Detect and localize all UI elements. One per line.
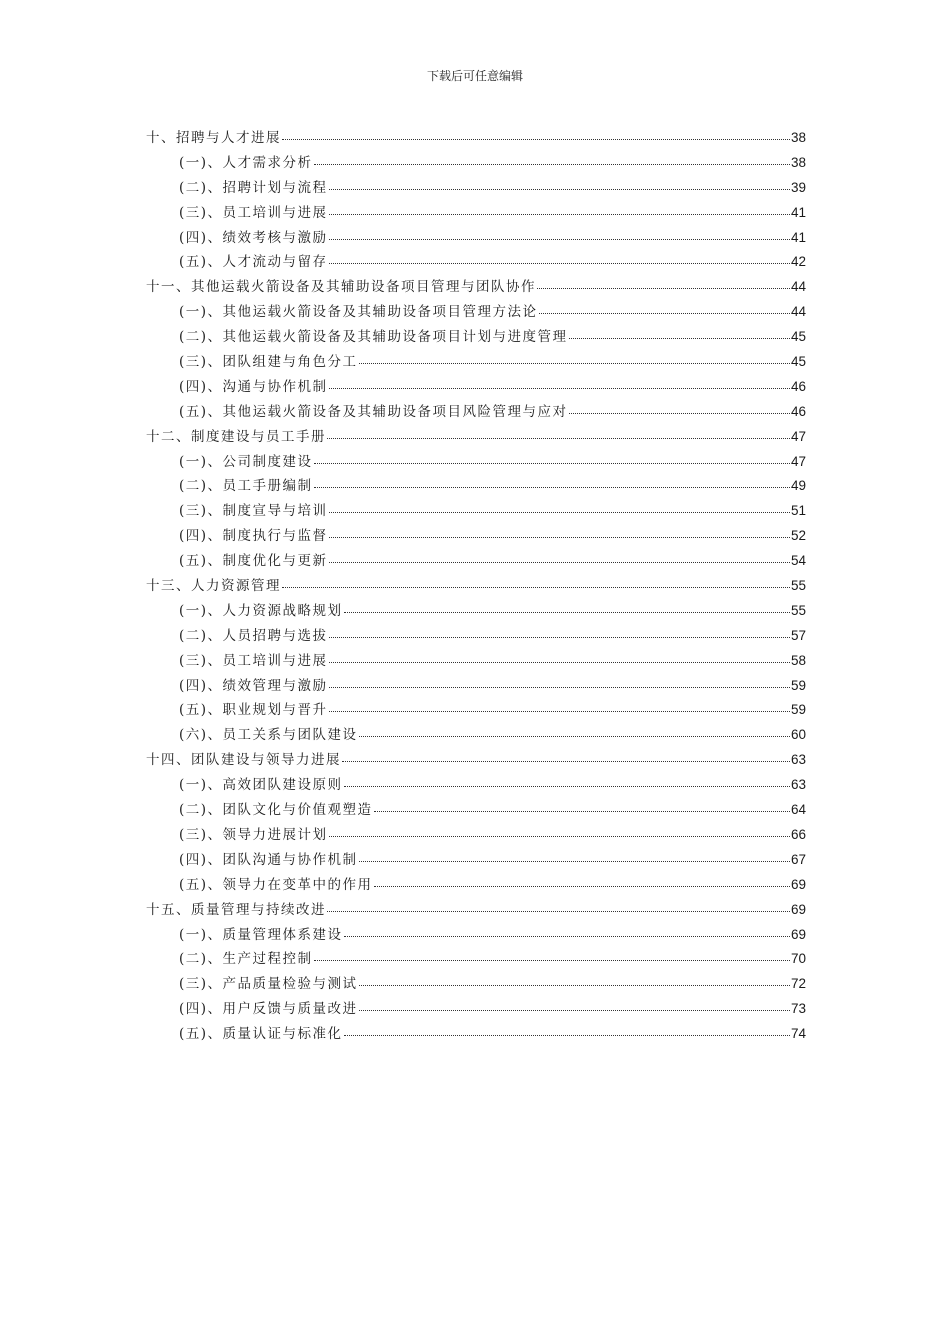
toc-entry-title: (四)、用户反馈与质量改进 [179,1001,358,1018]
toc-entry-title: (一)、公司制度建设 [179,453,313,470]
toc-entry-title: 十四、团队建设与领导力进展 [146,752,341,769]
toc-dot-leader [314,462,790,464]
toc-page-number: 46 [790,403,806,419]
toc-entry-title: (三)、产品质量检验与测试 [179,976,358,993]
toc-entry-title: (二)、人员招聘与选拔 [179,627,328,644]
toc-section-entry[interactable] [146,773,806,798]
toc-dot-leader [359,1009,790,1011]
toc-page-number: 69 [790,876,806,892]
toc-section-entry[interactable] [146,674,806,699]
toc-entry-title: (二)、团队文化与价值观塑造 [179,802,373,819]
toc-entry-title: 十三、人力资源管理 [146,578,281,595]
toc-dot-leader [342,760,790,762]
toc-dot-leader [359,735,790,737]
toc-dot-leader [374,885,790,887]
toc-dot-leader [374,810,790,812]
toc-entry-title: (五)、质量认证与标准化 [179,1026,343,1043]
toc-page-number: 57 [790,627,806,643]
toc-page-number: 66 [790,826,806,842]
toc-dot-leader [329,561,790,563]
toc-entry-title: (四)、绩效管理与激励 [179,677,328,694]
toc-entry-title: (三)、团队组建与角色分工 [179,354,358,371]
toc-dot-leader [282,586,790,588]
toc-page-number: 55 [790,602,806,618]
toc-page-number: 69 [790,926,806,942]
toc-dot-leader [359,362,790,364]
toc-dot-leader [329,835,790,837]
toc-dot-leader [359,984,790,986]
toc-entry-title: (五)、其他运载火箭设备及其辅助设备项目风险管理与应对 [179,403,568,420]
toc-section-entry[interactable] [146,201,806,226]
toc-dot-leader [327,910,790,912]
toc-entry-title: (五)、领导力在变革中的作用 [179,876,373,893]
toc-page-number: 44 [790,279,806,295]
toc-entry-title: (五)、制度优化与更新 [179,553,328,570]
toc-section-entry[interactable] [146,823,806,848]
toc-dot-leader [344,935,790,937]
toc-page-number: 54 [790,553,806,569]
toc-section-entry[interactable] [146,947,806,972]
toc-page-number: 42 [790,254,806,270]
toc-dot-leader [314,486,790,488]
toc-dot-leader [329,238,790,240]
toc-page-number: 55 [790,578,806,594]
toc-section-entry[interactable] [146,848,806,873]
toc-chapter-entry[interactable] [146,425,806,450]
toc-page-number: 41 [790,229,806,245]
toc-dot-leader [569,412,790,414]
toc-entry-title: (二)、员工手册编制 [179,478,313,495]
toc-dot-leader [314,163,790,165]
toc-section-entry[interactable] [146,250,806,275]
toc-entry-title: (一)、其他运载火箭设备及其辅助设备项目管理方法论 [179,304,538,321]
table-of-contents [146,126,806,1047]
toc-section-entry[interactable] [146,450,806,475]
toc-section-entry[interactable] [146,350,806,375]
toc-section-entry[interactable] [146,524,806,549]
toc-page-number: 47 [790,453,806,469]
toc-page-number: 69 [790,901,806,917]
toc-section-entry[interactable] [146,400,806,425]
toc-page-number: 74 [790,1026,806,1042]
toc-entry-title: 十一、其他运载火箭设备及其辅助设备项目管理与团队协作 [146,279,536,296]
toc-dot-leader [329,387,790,389]
toc-entry-title: (五)、职业规划与晋升 [179,702,328,719]
toc-page-number: 46 [790,378,806,394]
toc-section-entry[interactable] [146,151,806,176]
toc-entry-title: (三)、领导力进展计划 [179,826,328,843]
toc-section-entry[interactable] [146,549,806,574]
toc-page-number: 58 [790,652,806,668]
toc-dot-leader [329,686,790,688]
toc-dot-leader [359,860,790,862]
toc-entry-title: (三)、制度宣导与培训 [179,503,328,520]
toc-page-number: 45 [790,354,806,370]
toc-page-number: 73 [790,1001,806,1017]
toc-page-number: 60 [790,727,806,743]
toc-entry-title: 十二、制度建设与员工手册 [146,428,326,445]
toc-page-number: 67 [790,851,806,867]
toc-dot-leader [344,611,790,613]
toc-section-entry[interactable] [146,798,806,823]
toc-section-entry[interactable] [146,873,806,898]
toc-entry-title: (三)、员工培训与进展 [179,652,328,669]
toc-entry-title: (一)、人才需求分析 [179,154,313,171]
toc-entry-title: (四)、制度执行与监督 [179,528,328,545]
toc-page-number: 45 [790,329,806,345]
page-header: 下载后可任意编辑 [426,69,523,83]
toc-section-entry[interactable] [146,723,806,748]
toc-entry-title: (六)、员工关系与团队建设 [179,727,358,744]
toc-dot-leader [329,188,790,190]
toc-entry-title: (三)、员工培训与进展 [179,204,328,221]
toc-page-number: 59 [790,702,806,718]
toc-section-entry[interactable] [146,474,806,499]
toc-section-entry[interactable] [146,649,806,674]
toc-page-number: 63 [790,752,806,768]
toc-entry-title: (一)、人力资源战略规划 [179,602,343,619]
toc-chapter-entry[interactable] [146,898,806,923]
toc-page-number: 38 [790,154,806,170]
toc-dot-leader [314,959,790,961]
toc-dot-leader [282,138,790,140]
toc-dot-leader [569,337,790,339]
toc-entry-title: (一)、高效团队建设原则 [179,777,343,794]
toc-entry-title: (四)、绩效考核与激励 [179,229,328,246]
toc-section-entry[interactable] [146,599,806,624]
toc-entry-title: 十、招聘与人才进展 [146,130,281,146]
toc-dot-leader [344,1034,790,1036]
toc-page-number: 72 [790,976,806,992]
toc-section-entry[interactable] [146,176,806,201]
toc-entry-title: (二)、招聘计划与流程 [179,179,328,196]
toc-dot-leader [329,213,790,215]
toc-dot-leader [329,661,790,663]
toc-page-number: 44 [790,304,806,320]
toc-page-number: 64 [790,802,806,818]
toc-dot-leader [329,262,790,264]
toc-chapter-entry[interactable] [146,574,806,599]
toc-section-entry[interactable] [146,325,806,350]
toc-dot-leader [329,710,790,712]
toc-dot-leader [539,312,790,314]
toc-chapter-entry[interactable] [146,275,806,300]
toc-page-number: 70 [790,951,806,967]
toc-entry-title: (二)、其他运载火箭设备及其辅助设备项目计划与进度管理 [179,329,568,346]
toc-page-number: 49 [790,478,806,494]
toc-page-number: 47 [790,428,806,444]
toc-dot-leader [537,287,790,289]
toc-page-number: 52 [790,528,806,544]
toc-entry-title: 十五、质量管理与持续改进 [146,901,326,918]
toc-section-entry[interactable] [146,226,806,251]
toc-section-entry[interactable] [146,923,806,948]
toc-chapter-entry[interactable] [146,126,806,151]
toc-dot-leader [344,785,790,787]
toc-page-number: 51 [790,503,806,519]
toc-section-entry[interactable] [146,698,806,723]
toc-section-entry[interactable] [146,375,806,400]
toc-section-entry[interactable] [146,624,806,649]
toc-chapter-entry[interactable] [146,748,806,773]
toc-dot-leader [329,511,790,513]
toc-page-number: 41 [790,204,806,220]
toc-section-entry[interactable] [146,1022,806,1047]
toc-page-number: 59 [790,677,806,693]
toc-dot-leader [329,536,790,538]
toc-dot-leader [327,437,790,439]
toc-section-entry[interactable] [146,300,806,325]
toc-section-entry[interactable] [146,972,806,997]
toc-entry-title: (四)、沟通与协作机制 [179,378,328,395]
toc-page-number: 39 [790,179,806,195]
toc-entry-title: (二)、生产过程控制 [179,951,313,968]
toc-entry-title: (五)、人才流动与留存 [179,254,328,271]
toc-section-entry[interactable] [146,997,806,1022]
toc-entry-title: (一)、质量管理体系建设 [179,926,343,943]
toc-dot-leader [329,636,790,638]
toc-section-entry[interactable] [146,499,806,524]
toc-page-number: 38 [790,130,806,145]
toc-page-number: 63 [790,777,806,793]
toc-entry-title: (四)、团队沟通与协作机制 [179,851,358,868]
